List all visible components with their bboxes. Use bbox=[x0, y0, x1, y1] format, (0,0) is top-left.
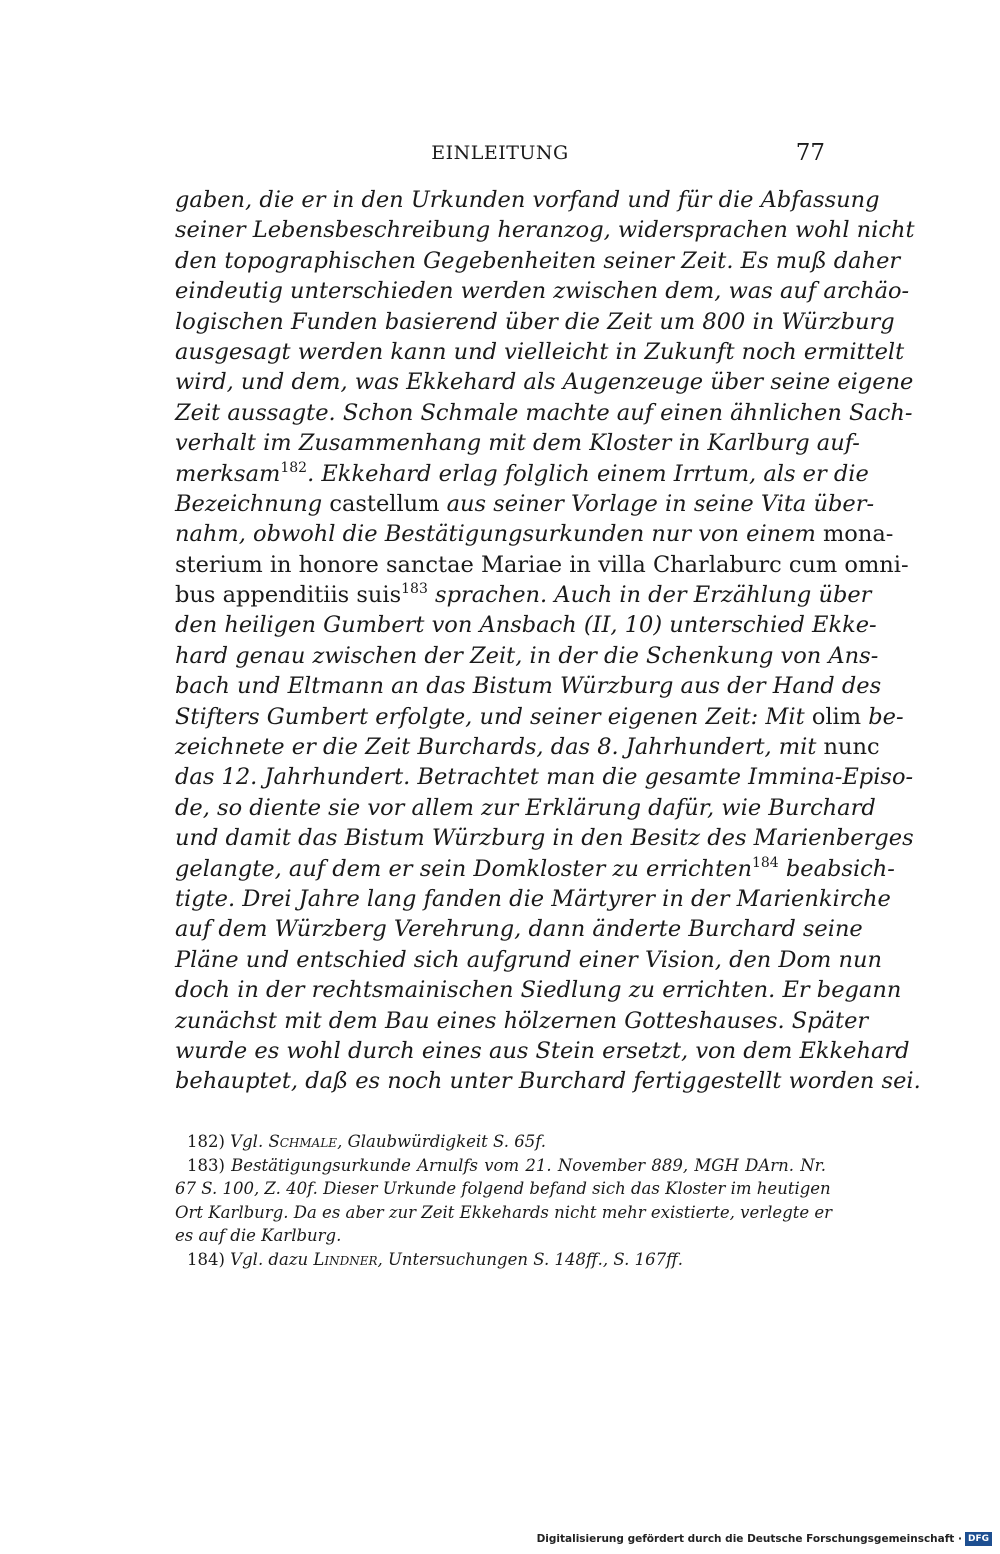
text-line: logischen Funden basierend über die Zeit um 800 in Würzburg bbox=[175, 308, 895, 335]
footnote-text: , Glaubwürdigkeit S. 65f. bbox=[337, 1132, 546, 1151]
text-line: Pläne und entschied sich aufgrund einer Vision, den Dom nun bbox=[175, 946, 882, 973]
latin-term: nunc bbox=[823, 734, 880, 761]
footnote-183-line: es auf die Karlburg. bbox=[175, 1226, 342, 1245]
footnote-ref-182[interactable]: 182 bbox=[280, 459, 308, 476]
footnote-text: , Untersuchungen S. 148ff., S. 167ff. bbox=[377, 1249, 684, 1269]
text-line: verhalt im Zusammenhang mit dem Kloster in Karlburg auf- bbox=[175, 430, 860, 457]
text-line bbox=[175, 519, 894, 549]
text-segment: merksam bbox=[175, 460, 281, 487]
footnote-182 bbox=[175, 1130, 826, 1154]
footnote-number: 182) bbox=[187, 1132, 225, 1151]
text-line: eindeutig unterschieden werden zwischen dem, was auf archäo- bbox=[175, 278, 910, 305]
footnote-author: Schmale bbox=[268, 1132, 338, 1151]
text-line: wurde es wohl durch eines aus Stein ersetzt, von dem Ekkehard bbox=[175, 1037, 910, 1064]
text-segment: be- bbox=[861, 703, 904, 730]
text-segment: nahm, obwohl die Bestätigungsurkunden nur von einem bbox=[175, 521, 823, 548]
text-line: den topographischen Gegebenheiten seiner Zeit. Es muß daher bbox=[175, 247, 901, 274]
text-segment: sprachen. Auch in der Erzählung über bbox=[427, 582, 872, 609]
footnote-number: 184) bbox=[187, 1249, 225, 1269]
latin-quote: bus appenditiis suis bbox=[175, 582, 402, 609]
text-line bbox=[175, 732, 880, 762]
digitization-notice-text: Digitalisierung gefördert durch die Deutsche Forschungsgemeinschaft · bbox=[536, 1533, 962, 1545]
latin-term: olim bbox=[811, 703, 862, 730]
text-line: den heiligen Gumbert von Ansbach (II, 10) unterschied Ekke- bbox=[175, 612, 877, 639]
text-line: zunächst mit dem Bau eines hölzernen Gotteshauses. Später bbox=[175, 1007, 869, 1034]
text-segment: . Ekkehard erlag folglich einem Irrtum, als er die bbox=[307, 460, 869, 487]
text-line: wird, und dem, was Ekkehard als Augenzeuge über seine eigene bbox=[175, 369, 914, 396]
text-line bbox=[175, 854, 895, 884]
text-line: bach und Eltmann an das Bistum Würzburg aus der Hand des bbox=[175, 673, 882, 700]
text-line bbox=[175, 702, 904, 732]
text-segment: Stifters Gumbert erfolgte, und seiner eigenen Zeit: Mit bbox=[175, 703, 812, 730]
text-line bbox=[175, 459, 869, 489]
text-segment: Bezeichnung bbox=[175, 490, 330, 517]
text-line: auf dem Würzberg Verehrung, dann änderte Burchard seine bbox=[175, 916, 863, 943]
running-title: EINLEITUNG bbox=[431, 142, 569, 164]
footnote-number: 183) bbox=[187, 1155, 225, 1175]
text-line: seiner Lebensbeschreibung heranzog, widersprachen wohl nicht bbox=[175, 217, 915, 244]
footnote-184 bbox=[175, 1248, 826, 1272]
running-head bbox=[175, 140, 825, 170]
footnote-ref-184[interactable]: 184 bbox=[751, 854, 779, 871]
text-segment: gelangte, auf dem er sein Domkloster zu errichten bbox=[175, 855, 752, 882]
latin-quote-line: sterium in honore sanctae Mariae in villa Charlaburc cum omni- bbox=[175, 551, 909, 578]
text-line: gaben, die er in den Urkunden vorfand und für die Abfassung bbox=[175, 187, 880, 213]
text-line bbox=[175, 489, 875, 519]
text-segment: zeichnete er die Zeit Burchards, das 8. Jahrhundert, mit bbox=[175, 734, 824, 761]
text-line: ausgesagt werden kann und vielleicht in Zukunft noch ermittelt bbox=[175, 338, 905, 365]
footnote-text: Vgl. dazu bbox=[224, 1249, 314, 1269]
text-line: hard genau zwischen der Zeit, in der die Schenkung von Ans- bbox=[175, 642, 879, 669]
text-line: das 12. Jahrhundert. Betrachtet man die gesamte Immina-Episo- bbox=[175, 764, 914, 791]
footnotes bbox=[175, 1130, 833, 1271]
text-line: doch in der rechtsmainischen Siedlung zu errichten. Er begann bbox=[175, 977, 902, 1004]
dfg-logo: DFG bbox=[965, 1532, 992, 1546]
latin-quote: mona- bbox=[822, 521, 894, 548]
text-segment: beabsich- bbox=[778, 855, 895, 882]
text-line: de, so diente sie vor allem zur Erklärung dafür, wie Burchard bbox=[175, 794, 876, 821]
footnote-183-line: Ort Karlburg. Da es aber zur Zeit Ekkehards nicht mehr existierte, verlegte er bbox=[175, 1202, 833, 1222]
latin-term: castellum bbox=[329, 490, 440, 517]
text-line bbox=[175, 580, 872, 610]
footnote-ref-183[interactable]: 183 bbox=[401, 581, 428, 598]
text-line: Zeit aussagte. Schon Schmale machte auf einen ähnlichen Sach- bbox=[175, 399, 913, 426]
page-number: 77 bbox=[795, 140, 825, 166]
footnote-text: Bestätigungsurkunde Arnulfs vom 21. November 889, MGH DArn. Nr. bbox=[224, 1155, 826, 1175]
text-segment: aus seiner Vorlage in seine Vita über- bbox=[439, 490, 875, 517]
footnote-183 bbox=[175, 1154, 826, 1178]
footnote-author: Lindner bbox=[313, 1249, 378, 1269]
digitization-notice bbox=[537, 1530, 992, 1548]
text-line: tigte. Drei Jahre lang fanden die Märtyrer in der Marienkirche bbox=[175, 885, 891, 912]
text-line: und damit das Bistum Würzburg in den Besitz des Marienberges bbox=[175, 825, 914, 852]
footnote-text: Vgl. bbox=[224, 1132, 269, 1151]
body-text bbox=[175, 185, 921, 1097]
text-line: behauptet, daß es noch unter Burchard fertiggestellt worden sei. bbox=[175, 1068, 921, 1095]
footnote-183-line: 67 S. 100, Z. 40f. Dieser Urkunde folgend befand sich das Kloster im heutigen bbox=[175, 1179, 831, 1198]
